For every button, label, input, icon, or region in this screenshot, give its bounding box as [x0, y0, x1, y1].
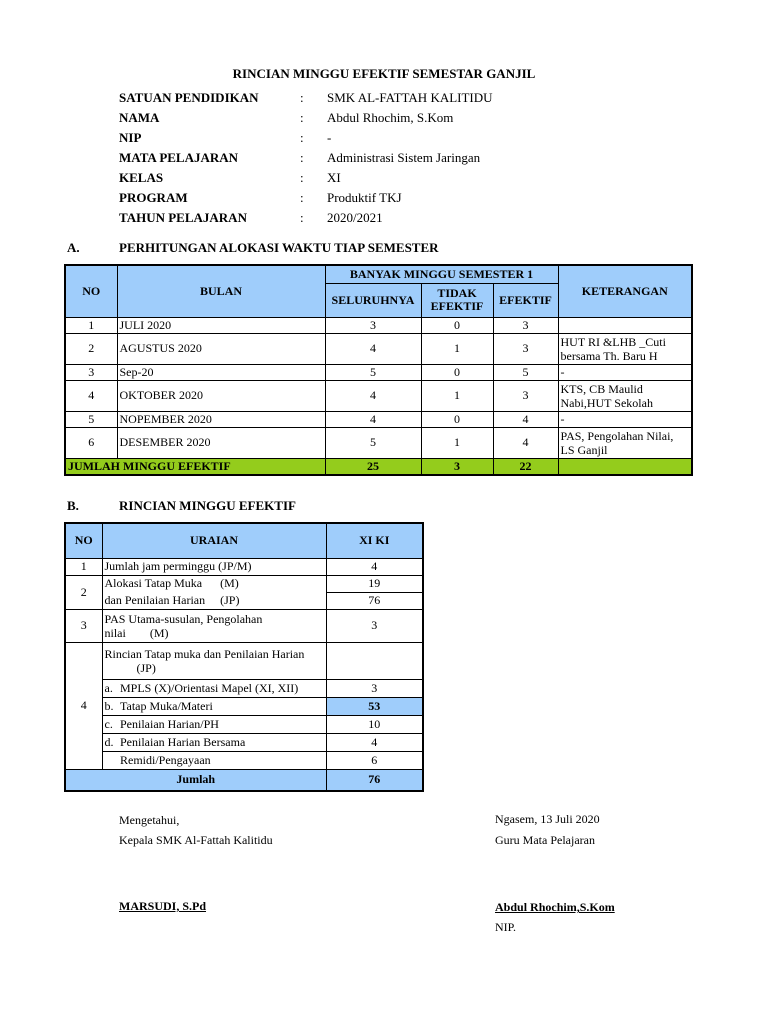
cell-keterangan [558, 317, 692, 333]
cell-keterangan: - [558, 364, 692, 380]
identity-value: 2020/2021 [327, 210, 383, 225]
identity-colon: : [300, 190, 304, 205]
header-keterangan: KETERANGAN [558, 265, 692, 317]
table-row [65, 411, 692, 427]
sign-right-line2: Guru Mata Pelajaran [495, 833, 595, 847]
cell-bulan: DESEMBER 2020 [117, 427, 325, 458]
cell-efektif: 4 [493, 427, 558, 458]
header-tidak-efektif: TIDAK EFEKTIF [421, 283, 493, 317]
table-header-row [65, 523, 423, 558]
effective-weeks-detail-table [64, 522, 424, 792]
header-efektif: EFEKTIF [493, 283, 558, 317]
identity-label: MATA PELAJARAN [119, 150, 239, 165]
sign-left-line2: Kepala SMK Al-Fattah Kalitidu [119, 833, 273, 847]
item-letter [102, 751, 118, 769]
cell-no: 2 [65, 333, 117, 364]
total-label: Jumlah [65, 769, 326, 791]
total-row [65, 769, 423, 791]
cell-tidak-efektif: 0 [421, 411, 493, 427]
cell-efektif: 4 [493, 411, 558, 427]
cell-value: 10 [326, 715, 423, 733]
section-a-letter: A. [67, 240, 80, 255]
cell-value-highlight: 53 [326, 697, 423, 715]
item-text: Penilaian Harian/PH [118, 715, 326, 733]
cell-efektif: 3 [493, 317, 558, 333]
cell-value: 19 [326, 575, 423, 592]
table-row [65, 751, 423, 769]
identity-colon: : [300, 150, 304, 165]
identity-colon: : [300, 130, 304, 145]
cell-no: 4 [65, 642, 102, 769]
cell-no: 4 [65, 380, 117, 411]
cell-uraian [102, 642, 326, 679]
identity-label: NAMA [119, 110, 160, 125]
weeks-allocation-table [64, 264, 693, 476]
identity-value: - [327, 130, 332, 145]
table-row [65, 679, 423, 697]
total-label: JUMLAH MINGGU EFEKTIF [65, 458, 325, 475]
cell-no: 3 [65, 609, 102, 642]
cell-efektif: 3 [493, 380, 558, 411]
table-row [65, 317, 692, 333]
identity-value: Administrasi Sistem Jaringan [327, 150, 481, 165]
cell-tidak-efektif: 0 [421, 364, 493, 380]
table-row [65, 592, 423, 609]
cell-seluruhnya: 5 [325, 364, 421, 380]
table-row [65, 364, 692, 380]
identity-value: Abdul Rhochim, S.Kom [327, 110, 454, 125]
cell-no: 3 [65, 364, 117, 380]
identity-colon: : [300, 170, 304, 185]
cell-seluruhnya: 5 [325, 427, 421, 458]
sign-left-name: MARSUDI, S.Pd [119, 899, 207, 913]
identity-colon: : [300, 210, 304, 225]
cell-tidak-efektif: 1 [421, 380, 493, 411]
item-text: Tatap Muka/Materi [118, 697, 326, 715]
identity-label: TAHUN PELAJARAN [119, 210, 247, 225]
table-row [65, 609, 423, 642]
cell-keterangan: - [558, 411, 692, 427]
cell-value [326, 642, 423, 679]
table-row [65, 733, 423, 751]
cell-seluruhnya: 3 [325, 317, 421, 333]
cell-uraian: Alokasi Tatap Muka (M) [102, 575, 326, 592]
cell-uraian: dan Penilaian Harian (JP) [102, 592, 326, 609]
cell-seluruhnya: 4 [325, 380, 421, 411]
cell-seluruhnya: 4 [325, 333, 421, 364]
sign-right-line1: Ngasem, 13 Juli 2020 [495, 812, 600, 826]
table-row [65, 333, 692, 364]
cell-no: 5 [65, 411, 117, 427]
table-header-row [65, 265, 692, 283]
cell-no: 1 [65, 317, 117, 333]
cell-bulan: OKTOBER 2020 [117, 380, 325, 411]
cell-value: 6 [326, 751, 423, 769]
cell-value: 3 [326, 679, 423, 697]
section-b-title: RINCIAN MINGGU EFEKTIF [119, 498, 296, 513]
uraian-line: Rincian Tatap muka dan Penilaian Harian [104, 646, 305, 661]
identity-label: PROGRAM [119, 190, 188, 205]
identity-label: SATUAN PENDIDIKAN [119, 90, 259, 105]
header-semester-group: BANYAK MINGGU SEMESTER 1 [325, 265, 558, 283]
item-text: MPLS (X)/Orientasi Mapel (XI, XII) [118, 679, 326, 697]
cell-tidak-efektif: 1 [421, 333, 493, 364]
cell-tidak-efektif: 0 [421, 317, 493, 333]
uraian-line: PAS Utama-susulan, Pengolahan [104, 611, 263, 626]
cell-uraian [102, 609, 326, 642]
identity-value: XI [327, 170, 341, 185]
identity-value: Produktif TKJ [327, 190, 402, 205]
identity-colon: : [300, 90, 304, 105]
total-efektif: 22 [493, 458, 558, 475]
cell-no: 6 [65, 427, 117, 458]
cell-bulan: Sep-20 [117, 364, 325, 380]
item-letter: a. [102, 679, 118, 697]
sign-right-name: Abdul Rhochim,S.Kom [495, 900, 615, 914]
total-tidak-efektif: 3 [421, 458, 493, 475]
uraian-line: (JP) [136, 660, 156, 675]
cell-bulan: JULI 2020 [117, 317, 325, 333]
item-letter: d. [102, 733, 118, 751]
table-row [65, 642, 423, 679]
total-seluruhnya: 25 [325, 458, 421, 475]
cell-no: 2 [65, 575, 102, 609]
table-row [65, 575, 423, 592]
cell-efektif: 3 [493, 333, 558, 364]
identity-value: SMK AL-FATTAH KALITIDU [327, 90, 493, 105]
cell-value: 3 [326, 609, 423, 642]
item-text: Remidi/Pengayaan [118, 751, 326, 769]
table-row [65, 715, 423, 733]
table-row [65, 697, 423, 715]
cell-efektif: 5 [493, 364, 558, 380]
cell-bulan: AGUSTUS 2020 [117, 333, 325, 364]
total-keterangan [558, 458, 692, 475]
item-letter: c. [102, 715, 118, 733]
identity-label: NIP [119, 130, 142, 145]
cell-seluruhnya: 4 [325, 411, 421, 427]
cell-no: 1 [65, 558, 102, 575]
section-b-letter: B. [67, 498, 79, 513]
cell-value: 4 [326, 733, 423, 751]
total-value: 76 [326, 769, 423, 791]
cell-keterangan: PAS, Pengolahan Nilai, LS Ganjil [558, 427, 692, 458]
header-no: NO [65, 523, 102, 558]
header-uraian: URAIAN [102, 523, 326, 558]
cell-value: 4 [326, 558, 423, 575]
sign-left-line1: Mengetahui, [119, 813, 180, 827]
section-a-title: PERHITUNGAN ALOKASI WAKTU TIAP SEMESTER [119, 240, 439, 255]
cell-tidak-efektif: 1 [421, 427, 493, 458]
total-row [65, 458, 692, 475]
header-no: NO [65, 265, 117, 317]
header-seluruhnya: SELURUHNYA [325, 283, 421, 317]
table-row [65, 380, 692, 411]
cell-keterangan: HUT RI &LHB _Cuti bersama Th. Baru H [558, 333, 692, 364]
document-title: RINCIAN MINGGU EFEKTIF SEMESTAR GANJIL [232, 66, 536, 81]
uraian-line: nilai (M) [104, 625, 169, 640]
cell-uraian: Jumlah jam perminggu (JP/M) [102, 558, 326, 575]
header-bulan: BULAN [117, 265, 325, 317]
cell-keterangan: KTS, CB Maulid Nabi,HUT Sekolah [558, 380, 692, 411]
item-letter: b. [102, 697, 118, 715]
identity-label: KELAS [119, 170, 164, 185]
table-row [65, 558, 423, 575]
table-row [65, 427, 692, 458]
header-xi-ki: XI KI [326, 523, 423, 558]
cell-value: 76 [326, 592, 423, 609]
sign-right-nip: NIP. [495, 920, 517, 934]
cell-bulan: NOPEMBER 2020 [117, 411, 325, 427]
item-text: Penilaian Harian Bersama [118, 733, 326, 751]
identity-colon: : [300, 110, 304, 125]
